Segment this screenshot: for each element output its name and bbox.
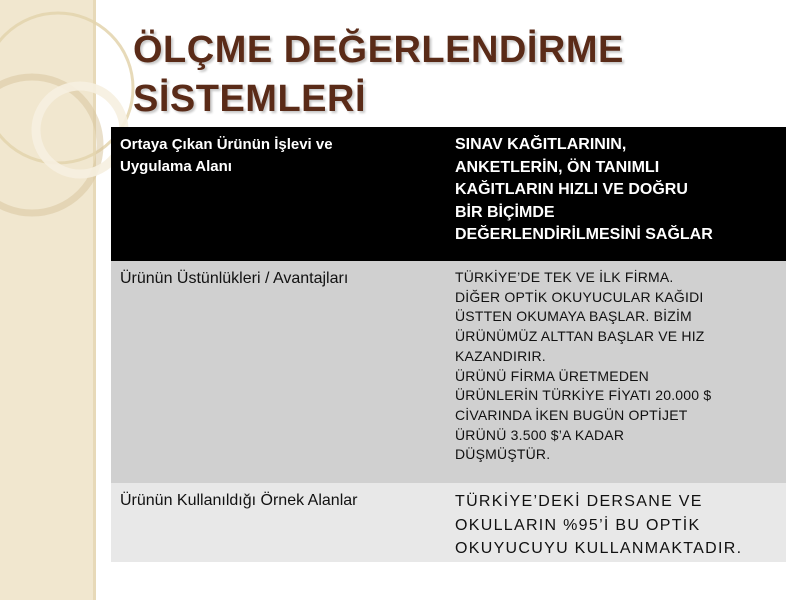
row-value (447, 261, 786, 483)
info-table (111, 127, 786, 562)
row-value (447, 127, 786, 261)
row-label (111, 127, 447, 261)
row-label (111, 483, 447, 562)
slide-title-line-2: SİSTEMLERİ (133, 78, 367, 120)
row-value-text: SINAV KAĞITLARININ, ANKETLERİN, ÖN TANIMLI KAĞITLARIN HIZLI VE DOĞRU BİR BİÇİMDE DEĞERLENDİRİLMESİNİ SAĞLAR (455, 136, 713, 243)
row-label-text: Ürünün Üstünlükleri / Avantajları (120, 270, 349, 287)
table-row-usage-areas (111, 483, 786, 562)
table-row-advantages (111, 261, 786, 483)
row-value-text: TÜRKİYE’DEKİ DERSANE VE OKULLARIN %95’İ BU OPTİK OKUYUCUYU KULLANMAKTADIR. (455, 493, 743, 557)
slide-title (133, 26, 733, 124)
row-label-text: Ürünün Kullanıldığı Örnek Alanlar (120, 492, 358, 509)
table-row-function (111, 127, 786, 261)
row-value (447, 483, 786, 562)
row-label (111, 261, 447, 483)
slide-title-line-1: ÖLÇME DEĞERLENDİRME (133, 29, 624, 71)
left-decorative-band (0, 0, 96, 600)
row-label-text: Ortaya Çıkan Ürünün İşlevi ve Uygulama Alanı (120, 136, 333, 175)
row-value-text: TÜRKİYE’DE TEK VE İLK FİRMA. DİĞER OPTİK OKUYUCULAR KAĞIDI ÜSTTEN OKUMAYA BAŞLAR. BİZİM ÜRÜNÜMÜZ ALTTAN BAŞLAR VE HIZ KAZANDIRIR. ÜRÜNÜ FİRMA ÜRETMEDEN ÜRÜNLERİN TÜRKİYE FİYATI 20.000 $ CİVARINDA İKEN BUGÜN OPTİJET ÜRÜNÜ 3.500 $’A KADAR DÜŞMÜŞTÜR. (455, 269, 712, 463)
